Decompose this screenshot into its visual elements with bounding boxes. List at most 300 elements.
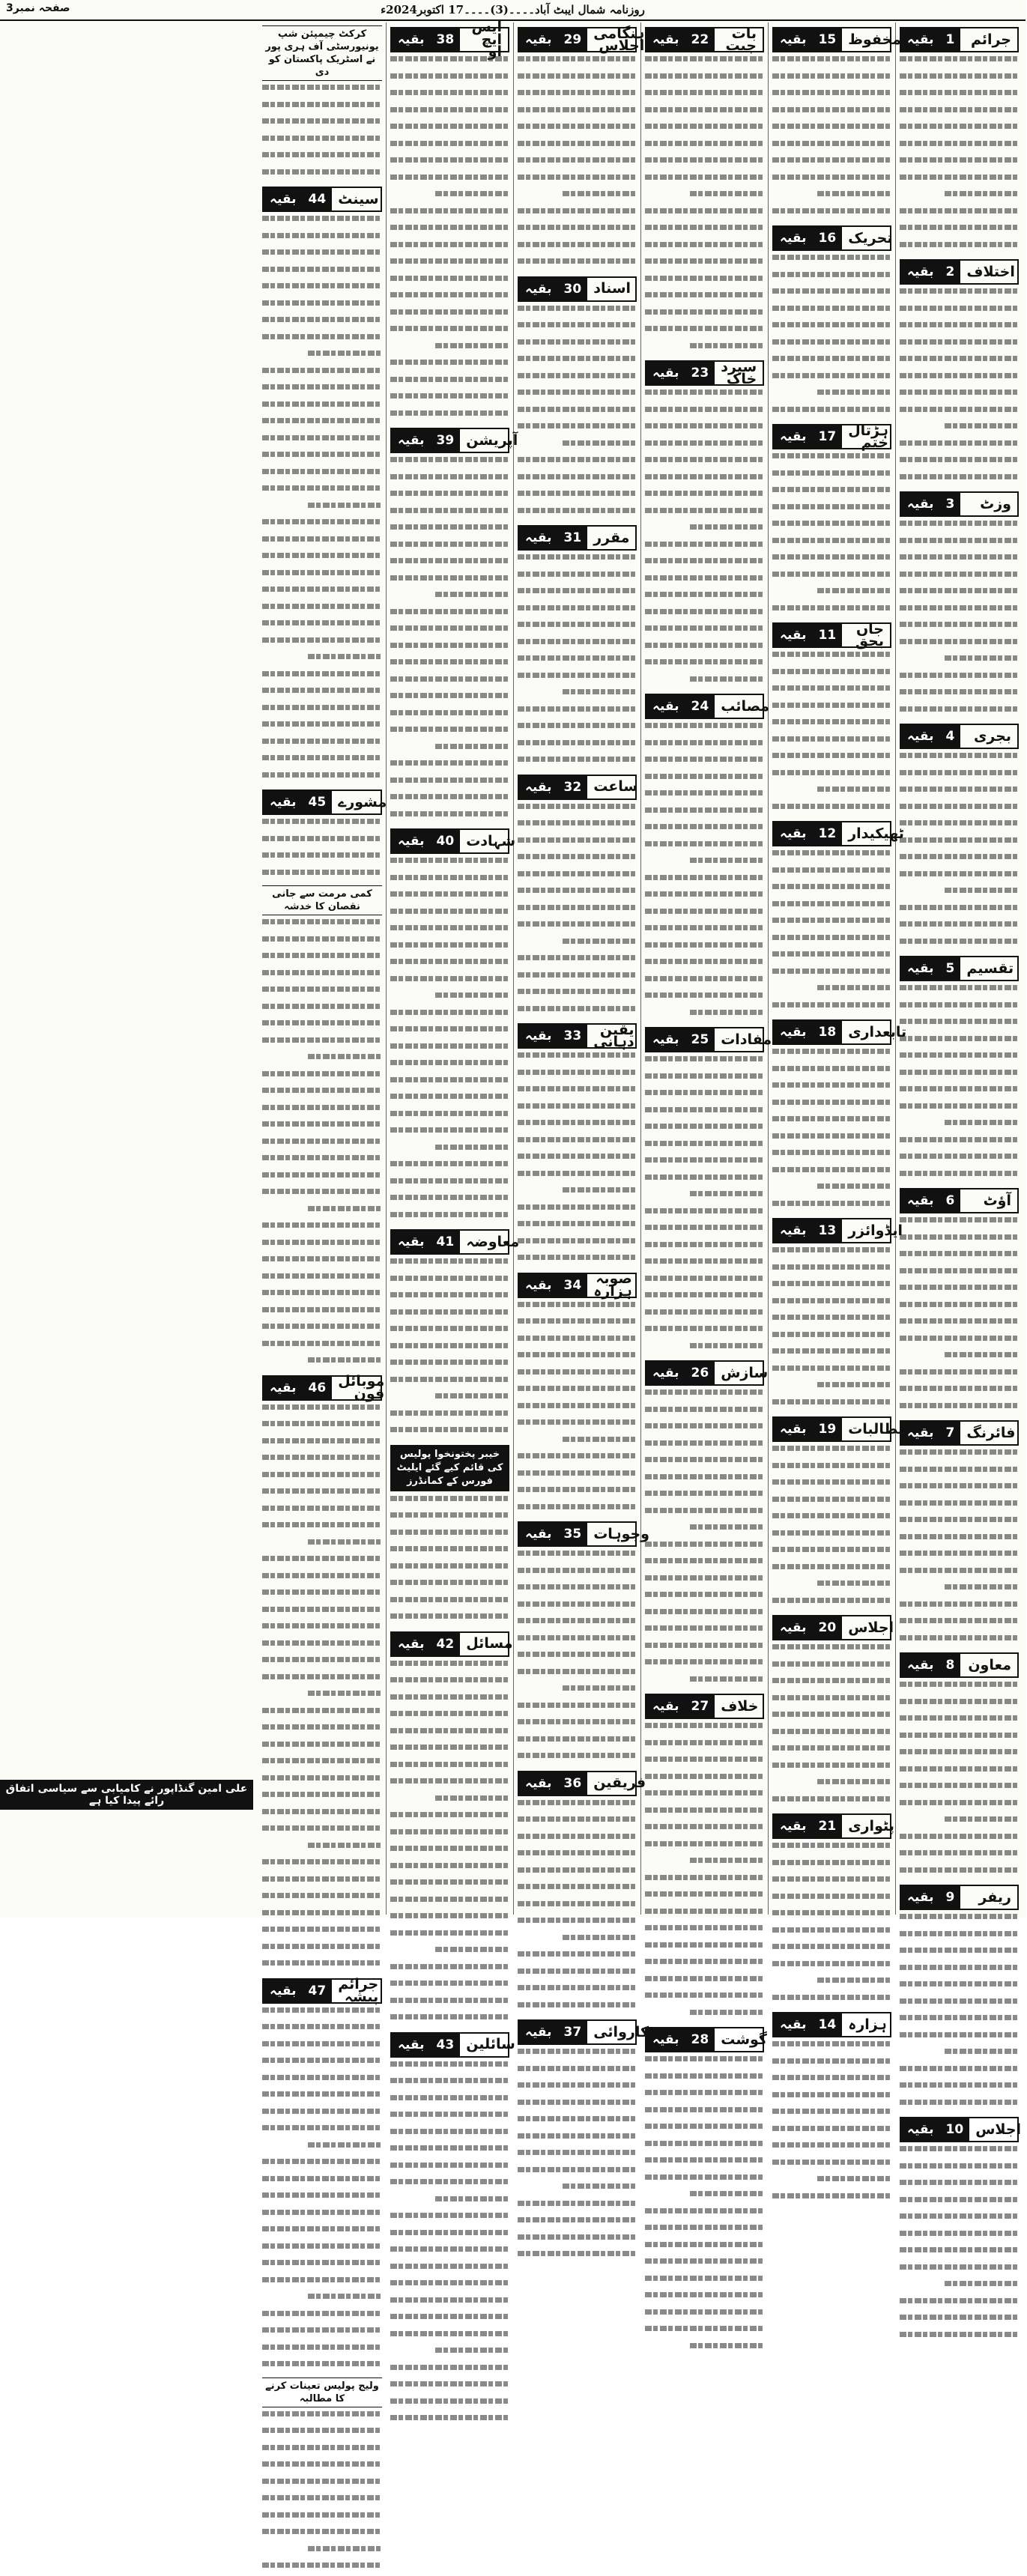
text-line	[390, 710, 509, 724]
continuation-number: 20	[813, 1616, 843, 1639]
text-line	[518, 1171, 637, 1184]
text-line	[645, 2343, 764, 2357]
article-body	[390, 56, 509, 423]
text-line	[900, 306, 1019, 319]
text-line	[390, 976, 509, 990]
continuation-number: 25	[685, 1028, 715, 1051]
continuation-title: وزٹ	[980, 495, 1011, 512]
text-line	[772, 208, 891, 222]
text-line	[645, 1407, 764, 1420]
continuation-header	[645, 694, 770, 719]
text-line	[262, 384, 382, 398]
text-line	[262, 1071, 382, 1085]
text-line	[645, 407, 764, 420]
text-line	[645, 1389, 764, 1403]
text-line	[262, 2311, 382, 2324]
continuation-label: بقیہ	[519, 2021, 558, 2043]
text-line	[390, 1410, 509, 1424]
continuation-title: ہڑتال ختم	[848, 422, 888, 451]
text-line	[645, 1723, 764, 1736]
text-line	[645, 1276, 764, 1289]
text-line	[262, 1357, 382, 1371]
text-line	[390, 491, 509, 504]
continuation-number: 40	[431, 830, 461, 852]
text-line	[900, 1234, 1019, 1248]
text-line	[518, 1487, 637, 1500]
article-body	[772, 255, 891, 419]
text-line	[900, 1800, 1019, 1813]
article-body	[772, 1049, 891, 1213]
text-line	[900, 1217, 1019, 1231]
text-line	[772, 787, 891, 800]
continuation-number: 46	[303, 1377, 333, 1399]
continuation-label: بقیہ	[901, 1654, 940, 1676]
article-body	[262, 1404, 382, 1974]
continuation-header	[390, 19, 509, 61]
text-line	[772, 141, 891, 154]
text-line	[772, 1796, 891, 1810]
text-line	[900, 1568, 1019, 1581]
continuation-title: خلاف	[721, 1697, 759, 1715]
continuation-label: بقیہ	[519, 1025, 558, 1047]
text-line	[645, 1643, 764, 1656]
text-line	[772, 588, 891, 601]
article-body	[390, 858, 509, 1225]
text-line	[645, 575, 764, 589]
text-line	[390, 959, 509, 972]
continuation-number: 28	[685, 2028, 715, 2051]
continuation-title: پٹواری	[848, 1817, 894, 1834]
text-line	[390, 1580, 509, 1593]
continuation-label: بقیہ	[519, 1274, 558, 1297]
text-line	[518, 1719, 637, 1733]
text-line	[262, 2109, 382, 2122]
column-1	[895, 22, 1023, 2138]
text-line	[900, 1948, 1019, 1961]
text-line	[645, 558, 764, 572]
text-line	[772, 1399, 891, 1413]
text-line	[645, 2141, 764, 2154]
text-line	[390, 558, 509, 572]
text-line	[900, 1500, 1019, 1514]
continuation-title: آؤٹ	[983, 1192, 1011, 1209]
continuation-number: 35	[558, 1523, 588, 1545]
text-line	[772, 2176, 891, 2189]
text-line	[262, 1607, 382, 1620]
text-line	[900, 854, 1019, 867]
continuation-label: بقیہ	[774, 2013, 813, 2036]
continuation-title: ریفر	[978, 1888, 1011, 1906]
text-line	[518, 572, 637, 585]
text-line	[645, 1609, 764, 1622]
text-line	[262, 85, 382, 98]
text-line	[772, 157, 891, 171]
text-line	[772, 1446, 891, 1459]
text-line	[518, 1386, 637, 1399]
text-line	[262, 233, 382, 246]
text-line	[262, 1589, 382, 1603]
text-line	[262, 1121, 382, 1135]
text-line	[900, 572, 1019, 585]
text-line	[262, 1404, 382, 1418]
text-line	[262, 671, 382, 685]
column-6	[258, 22, 387, 2404]
text-line	[645, 909, 764, 922]
text-line	[900, 1715, 1019, 1729]
text-line	[772, 2041, 891, 2055]
continuation-label: بقیہ	[774, 1021, 813, 1043]
text-line	[390, 1711, 509, 1724]
text-line	[645, 1141, 764, 1154]
text-line	[518, 1816, 637, 1830]
continuation-title: تحریک	[848, 229, 893, 246]
text-line	[262, 1640, 382, 1654]
text-line	[900, 1783, 1019, 1796]
text-line	[645, 191, 764, 204]
continuation-title: فریقین	[593, 1775, 646, 1792]
text-line	[390, 794, 509, 807]
continuation-label: بقیہ	[774, 822, 813, 845]
continuation-label: بقیہ	[901, 2118, 940, 2141]
text-line	[390, 90, 509, 103]
text-line	[645, 2124, 764, 2137]
continuation-title: فائرنگ	[966, 1424, 1016, 1441]
text-line	[772, 1712, 891, 1725]
text-line	[262, 334, 382, 348]
text-line	[900, 1120, 1019, 1133]
text-line	[518, 440, 637, 454]
continuation-number: 39	[431, 429, 461, 452]
text-line	[900, 1867, 1019, 1881]
continuation-number: 23	[685, 362, 715, 384]
text-line	[772, 1133, 891, 1147]
text-line	[772, 1564, 891, 1578]
text-line	[772, 884, 891, 897]
text-line	[262, 136, 382, 149]
continuation-number: 10	[940, 2118, 970, 2141]
text-line	[518, 1255, 637, 1268]
article-body	[518, 1052, 637, 1268]
continuation-header	[772, 1813, 894, 1839]
text-line	[390, 1393, 509, 1407]
text-line	[390, 942, 509, 956]
text-line	[772, 1598, 891, 1611]
continuation-label: بقیہ	[901, 725, 940, 748]
text-line	[518, 1204, 637, 1218]
text-line	[390, 2415, 509, 2428]
text-line	[262, 1825, 382, 1839]
text-line	[262, 519, 382, 533]
text-line	[390, 2095, 509, 2109]
text-line	[645, 1524, 764, 1538]
text-line	[518, 56, 637, 70]
continuation-title: جرائم پیشہ	[338, 1976, 379, 2005]
text-line	[390, 1913, 509, 1927]
article-body	[518, 2049, 637, 2264]
text-line	[900, 90, 1019, 103]
text-line	[262, 1859, 382, 1873]
text-line	[900, 639, 1019, 652]
text-line	[262, 1421, 382, 1434]
continuation-title: گوشت	[721, 2031, 767, 2048]
text-line	[262, 1674, 382, 1688]
text-line	[900, 288, 1019, 302]
text-line	[900, 837, 1019, 851]
continuation-title: مخفوظ	[848, 31, 901, 48]
continuation-number: 19	[813, 1418, 843, 1440]
text-line	[645, 474, 764, 488]
text-line	[390, 1512, 509, 1526]
text-line	[518, 2066, 637, 2079]
text-line	[772, 901, 891, 915]
text-line	[900, 2015, 1019, 2028]
text-line	[390, 676, 509, 690]
text-line	[518, 390, 637, 403]
text-line	[772, 255, 891, 268]
text-line	[645, 524, 764, 538]
text-line	[900, 1369, 1019, 1383]
text-line	[262, 2345, 382, 2358]
text-line	[772, 1264, 891, 1278]
text-line	[900, 985, 1019, 998]
text-line	[390, 1043, 509, 1057]
text-line	[900, 753, 1019, 766]
continuation-number: 22	[685, 28, 715, 51]
continuation-number: 1	[940, 28, 961, 51]
text-line	[900, 56, 1019, 70]
continuation-title: جرائم	[970, 31, 1011, 48]
text-line	[645, 542, 764, 555]
text-line	[900, 1699, 1019, 1712]
text-line	[772, 2075, 891, 2088]
continuation-number: 14	[813, 2013, 843, 2036]
text-line	[900, 871, 1019, 885]
article-body	[262, 819, 382, 882]
continuation-number: 27	[685, 1695, 715, 1718]
text-line	[518, 639, 637, 652]
text-line	[900, 474, 1019, 488]
text-line	[900, 804, 1019, 817]
text-line	[645, 2010, 764, 2023]
article-body	[900, 1682, 1019, 1880]
continuation-label: بقیہ	[901, 493, 940, 515]
text-line	[772, 2126, 891, 2139]
continuation-label: بقیہ	[264, 791, 303, 813]
text-line	[772, 1100, 891, 1113]
text-line	[645, 1625, 764, 1639]
text-line	[645, 723, 764, 736]
text-line	[262, 1724, 382, 1738]
text-line	[390, 377, 509, 390]
text-line	[518, 491, 637, 504]
text-line	[772, 1150, 891, 1163]
text-line	[645, 2292, 764, 2306]
continuation-label: بقیہ	[264, 1377, 303, 1399]
continuation-header	[772, 1416, 907, 1442]
article-body	[390, 2061, 509, 2428]
text-line	[645, 807, 764, 821]
text-line	[772, 985, 891, 998]
continuation-label: بقیہ	[646, 695, 685, 718]
continuation-title: اجلاس	[848, 1619, 894, 1636]
text-line	[262, 401, 382, 415]
text-line	[900, 538, 1019, 551]
continuation-label: بقیہ	[519, 527, 558, 549]
continuation-number: 17	[813, 425, 843, 448]
text-line	[645, 1440, 764, 1454]
text-line	[262, 1691, 382, 1704]
text-line	[772, 1530, 891, 1544]
text-line	[772, 1910, 891, 1924]
text-line	[262, 2192, 382, 2206]
text-line	[390, 1127, 509, 1141]
text-line	[518, 588, 637, 601]
text-line	[518, 2082, 637, 2096]
text-line	[390, 1546, 509, 1560]
text-line	[645, 925, 764, 939]
text-line	[645, 1858, 764, 1871]
text-line	[900, 1449, 1019, 1463]
article-body	[900, 521, 1019, 719]
text-line	[262, 2461, 382, 2475]
text-line	[772, 1049, 891, 1062]
text-line	[390, 457, 509, 470]
continuation-title: مشورے	[338, 793, 387, 810]
text-line	[900, 2197, 1019, 2210]
continuation-header	[518, 1521, 649, 1547]
continuation-number: 47	[303, 1980, 333, 2002]
text-line	[645, 1258, 764, 1272]
text-line	[518, 1985, 637, 1998]
continuation-label: بقیہ	[901, 1189, 940, 1212]
text-line	[518, 1703, 637, 1716]
text-line	[645, 643, 764, 656]
article-body	[900, 288, 1019, 487]
text-line	[262, 2024, 382, 2037]
text-line	[518, 921, 637, 935]
continuation-label: بقیہ	[519, 28, 558, 51]
text-line	[262, 2411, 382, 2425]
text-line	[772, 1927, 891, 1941]
text-line	[900, 1584, 1019, 1598]
text-line	[645, 992, 764, 1006]
text-line	[645, 225, 764, 238]
text-line	[518, 175, 637, 188]
continuation-number: 38	[431, 28, 461, 51]
text-line	[900, 1336, 1019, 1349]
text-line	[772, 605, 891, 619]
text-line	[262, 152, 382, 166]
text-line	[518, 1086, 637, 1100]
text-line	[645, 1157, 764, 1171]
text-line	[262, 249, 382, 263]
text-line	[645, 942, 764, 956]
text-line	[518, 1318, 637, 1332]
continuation-label: بقیہ	[646, 1695, 685, 1718]
continuation-title: آپریشن	[466, 431, 518, 449]
text-line	[390, 2331, 509, 2345]
text-line	[390, 778, 509, 791]
text-line	[772, 1661, 891, 1675]
text-line	[645, 1292, 764, 1306]
text-line	[900, 820, 1019, 834]
text-line	[390, 2163, 509, 2176]
text-line	[645, 56, 764, 70]
text-line	[645, 1592, 764, 1605]
text-line	[900, 554, 1019, 568]
text-line	[390, 1292, 509, 1306]
text-line	[262, 102, 382, 115]
text-line	[518, 225, 637, 238]
continuation-number: 16	[813, 227, 843, 249]
article-body	[518, 306, 637, 521]
continuation-header	[900, 259, 1019, 285]
text-line	[645, 1925, 764, 1939]
text-line	[900, 521, 1019, 534]
text-line	[900, 73, 1019, 87]
text-line	[390, 542, 509, 555]
text-line	[900, 2032, 1019, 2046]
text-line	[262, 1742, 382, 1755]
text-line	[262, 485, 382, 499]
continuation-header	[518, 25, 645, 54]
text-line	[390, 2145, 509, 2159]
text-line	[390, 2230, 509, 2243]
article-body	[645, 56, 764, 356]
text-line	[900, 1682, 1019, 1695]
text-line	[645, 976, 764, 990]
text-line	[645, 2258, 764, 2272]
article-body	[390, 1496, 509, 1627]
text-line	[262, 1088, 382, 1101]
text-line	[645, 841, 764, 855]
text-line	[900, 356, 1019, 369]
text-line	[518, 306, 637, 319]
text-line	[772, 90, 891, 103]
continuation-label: بقیہ	[774, 28, 813, 51]
text-line	[645, 1992, 764, 2006]
continuation-header	[390, 1229, 520, 1255]
text-line	[772, 1729, 891, 1742]
text-line	[645, 2309, 764, 2323]
continuation-header	[900, 27, 1019, 52]
text-line	[645, 1976, 764, 1989]
article-body	[900, 2146, 1019, 2345]
text-line	[645, 1242, 764, 1255]
continuation-title: جاں بحق	[855, 620, 884, 649]
text-line	[518, 939, 637, 952]
text-line	[262, 469, 382, 482]
text-line	[518, 1850, 637, 1864]
text-line	[772, 1167, 891, 1181]
text-line	[518, 554, 637, 568]
text-line	[645, 2326, 764, 2339]
text-line	[772, 1497, 891, 1510]
text-line	[262, 300, 382, 314]
continuation-label: بقیہ	[264, 188, 303, 210]
text-line	[518, 854, 637, 867]
text-line	[772, 736, 891, 750]
continuation-header	[645, 1360, 769, 1386]
text-line	[262, 1324, 382, 1337]
text-line	[262, 755, 382, 769]
text-line	[390, 2365, 509, 2378]
text-line	[262, 2495, 382, 2509]
text-line	[772, 356, 891, 369]
text-line	[645, 858, 764, 871]
text-line	[518, 2150, 637, 2163]
text-line	[900, 157, 1019, 171]
